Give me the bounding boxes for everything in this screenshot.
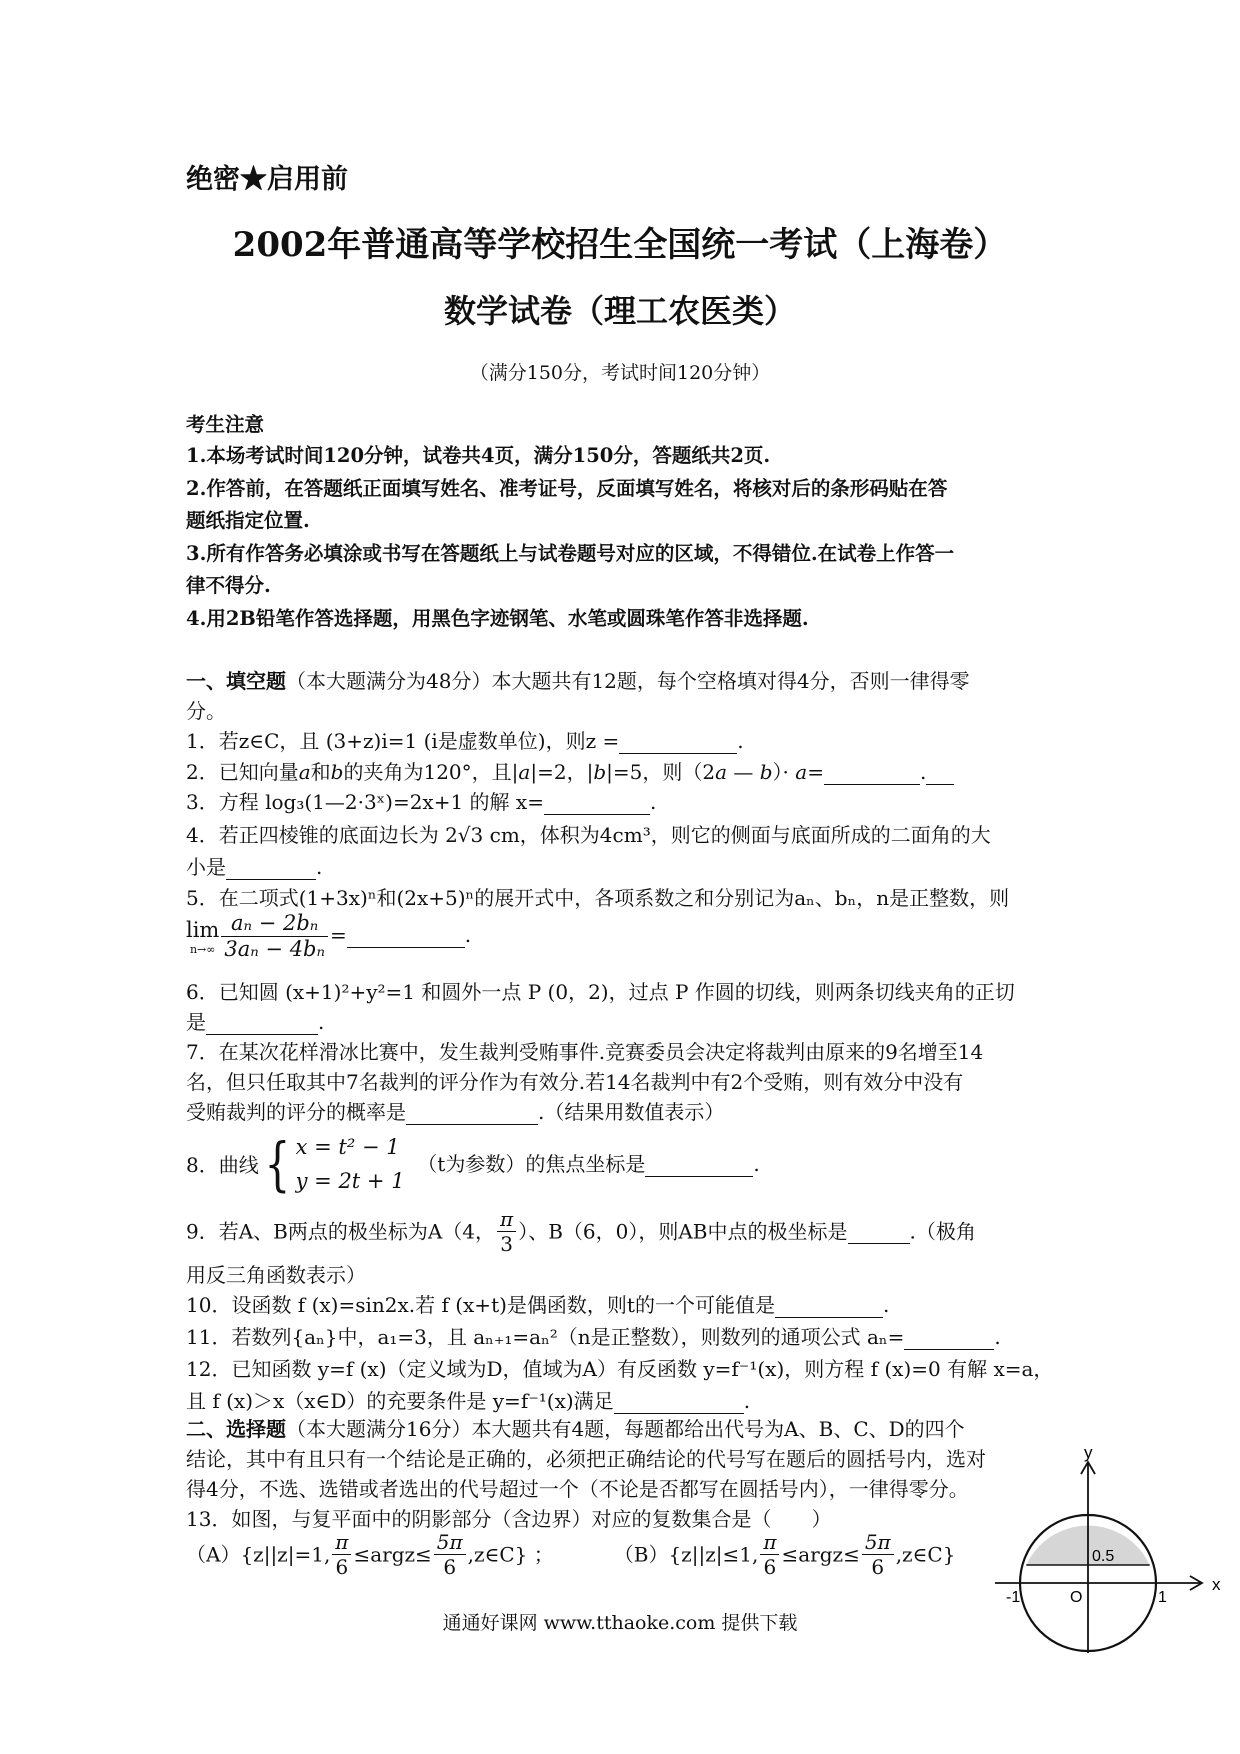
and-word: 和	[310, 760, 331, 784]
period: .	[316, 855, 323, 879]
answer-blank[interactable]	[544, 790, 650, 815]
answer-blank[interactable]	[645, 1152, 753, 1177]
answer-blank[interactable]	[226, 855, 316, 880]
question-6-line1: 6．已知圆 (x+1)²+y²=1 和圆外一点 P (0，2)，过点 P 作圆的切线，则两条切线夹角的正切	[186, 980, 1015, 1004]
fraction-denominator: 3aₙ − 4bₙ	[224, 937, 326, 962]
section1-intro	[186, 669, 970, 693]
footer-text: 通通好课网 www.tthaoke.com 提供下载	[442, 1612, 798, 1634]
question-8-text-b-inner: （t为参数）的焦点坐标是	[417, 1152, 646, 1177]
pos-one-label: 1	[1158, 1589, 1167, 1606]
period: .	[994, 1325, 1001, 1349]
pi-over-6-fraction	[760, 1530, 779, 1579]
notice-heading: 考生注意	[186, 413, 265, 436]
question-12-line1: 12．已知函数 y=f (x)（定义域为D，值域为A）有反函数 y=f⁻¹(x)，则方程 f (x)=0 有解 x=a，	[186, 1357, 1054, 1381]
question-9-line2: 用反三角函数表示）	[186, 1263, 366, 1287]
fraction-denominator: 6	[443, 1555, 457, 1579]
section2-intro	[186, 1417, 965, 1441]
limit-operator	[186, 918, 219, 956]
period: .	[318, 1010, 325, 1034]
answer-blank[interactable]	[904, 1325, 994, 1350]
section1-heading: 一、填空题	[186, 669, 286, 693]
underline-mark	[926, 760, 954, 785]
period: .	[649, 790, 657, 814]
equals: =	[807, 760, 824, 784]
question-11	[186, 1325, 1001, 1350]
section1-intro-text: （本大题满分为48分）本大题共有12题，每个空格填对得4分，否则一律得零	[286, 669, 970, 693]
question-8-text-a: 8．曲线	[186, 1152, 259, 1177]
section2-intro-line3: 得4分，不选、选错或者选出的代号超过一个（不论是否都写在圆括号内），一律得零分。	[186, 1477, 969, 1501]
question-13: 13．如图，与复平面中的阴影部分（含边界）对应的复数集合是（ ）	[186, 1507, 832, 1531]
question-10-text: 10．设函数 f (x)=sin2x.若 f (x+t)是偶函数，则t的一个可能值是	[186, 1293, 775, 1317]
answer-blank[interactable]	[824, 760, 920, 785]
parametric-eq-x: x = t² − 1	[295, 1135, 400, 1160]
question-8-text-b	[417, 1152, 759, 1177]
period: .	[919, 760, 927, 784]
fraction-denominator: 6	[335, 1555, 349, 1579]
vector-b: b	[593, 760, 607, 784]
lim-subscript: n→∞	[189, 942, 216, 956]
lim-label: lim	[186, 917, 220, 942]
question-2-text-c: |=2，|	[530, 760, 594, 784]
neg-one-label: -1	[1006, 1589, 1021, 1606]
fraction-numerator: π	[497, 1207, 516, 1232]
period: .	[737, 729, 744, 753]
answer-blank[interactable]	[406, 1100, 538, 1125]
period: .	[464, 923, 472, 948]
question-8	[186, 1130, 760, 1200]
exam-subtitle: 数学试卷（理工农医类）	[443, 292, 796, 330]
section2-intro-text: （本大题满分16分）本大题共有4题，每题都给出代号为A、B、C、D的四个	[286, 1417, 965, 1441]
question-13-options	[186, 1530, 955, 1579]
question-4-line2	[186, 855, 322, 880]
notice-item: 题纸指定位置.	[186, 509, 310, 532]
option-a-text-c: ,z∈C} ；	[467, 1542, 554, 1567]
fraction-denominator: 6	[871, 1555, 885, 1579]
option-a-text-a: （A）{z||z|=1,	[186, 1542, 331, 1567]
chord-value-label: 0.5	[1092, 1548, 1115, 1565]
notice-item: 律不得分.	[186, 574, 271, 597]
option-a-text-b: ≤argz≤	[353, 1542, 432, 1567]
five-pi-over-6-fraction	[434, 1530, 466, 1579]
section2-heading: 二、选择题	[186, 1417, 286, 1441]
fraction-numerator: 5π	[434, 1530, 466, 1555]
full-mark-note: （满分150分，考试时间120分钟）	[469, 362, 771, 384]
secret-label: 绝密★启用前	[186, 164, 348, 195]
parametric-system	[296, 1131, 405, 1198]
fraction-numerator: π	[760, 1530, 779, 1555]
question-9-text-b: ）、B（6，0），则AB中点的极坐标是	[518, 1219, 848, 1244]
question-12-text-b: 且 f (x)＞x（x∈D）的充要条件是 y=f⁻¹(x)满足	[186, 1389, 614, 1413]
notice-item: 2.作答前，在答题纸正面填写姓名、准考证号，反面填写姓名，将核对后的条形码贴在答	[186, 477, 948, 500]
vector-expression: a — b	[715, 760, 773, 784]
equals: =	[330, 923, 347, 948]
limit-fraction	[221, 911, 328, 962]
notice-item: 1.本场考试时间120分钟，试卷共4页，满分150分，答题纸共2页.	[186, 444, 771, 467]
question-1-text: 1．若z∈C，且 (3+z)i=1 (i是虚数单位)，则z =	[186, 729, 620, 753]
pi-over-3-fraction	[497, 1207, 516, 1256]
fraction-denominator: 6	[763, 1555, 777, 1579]
y-axis-label: y	[1084, 1443, 1093, 1462]
answer-blank[interactable]	[347, 923, 465, 948]
parametric-eq-y: y = 2t + 1	[295, 1168, 405, 1193]
question-9-line1	[186, 1207, 976, 1256]
vector-a: a	[795, 760, 808, 784]
question-2	[186, 760, 954, 785]
question-2-text-b: 的夹角为120°，且|	[343, 760, 519, 784]
question-3-text: 3．方程 log₃(1—2·3ˣ)=2x+1 的解 x=	[186, 790, 544, 814]
vector-a: a	[518, 760, 531, 784]
question-2-text-a: 2．已知向量	[186, 760, 299, 784]
notice-item: 3.所有作答务必填涂或书写在答题纸上与试卷题号对应的区域，不得错位.在试卷上作答一	[186, 542, 955, 565]
question-2-text-d: |=5，则（2	[606, 760, 716, 784]
vector-b: b	[330, 760, 344, 784]
question-4-line1: 4．若正四棱锥的底面边长为 2√3 cm，体积为4cm³，则它的侧面与底面所成的二面角的大	[186, 823, 991, 847]
pi-over-6-fraction	[332, 1530, 351, 1579]
question-7-line2: 名，但只任取其中7名裁判的评分作为有效分.若14名裁判中有2个受贿，则有效分中没有	[186, 1070, 964, 1094]
fraction-denominator: 3	[500, 1232, 513, 1256]
period: .	[882, 1293, 890, 1317]
question-4-text-b: 小是	[186, 855, 226, 879]
question-5-limit	[186, 911, 471, 962]
question-9-text-c: .（极角	[909, 1219, 976, 1244]
answer-blank[interactable]	[619, 729, 737, 754]
question-2-text-e: ）·	[772, 760, 789, 784]
section2-intro-line2: 结论，其中有且只有一个结论是正确的，必须把正确结论的代号写在题后的圆括号内，选对	[186, 1447, 986, 1471]
period: .	[743, 1389, 751, 1413]
notice-item: 4.用2B铅笔作答选择题，用黑色字迹钢笔、水笔或圆珠笔作答非选择题.	[186, 607, 809, 630]
question-12-line2	[186, 1389, 750, 1414]
question-10	[186, 1293, 889, 1318]
question-1	[186, 729, 744, 754]
answer-blank[interactable]	[614, 1389, 744, 1414]
question-9-text-a: 9．若A、B两点的极坐标为A（4，	[186, 1219, 496, 1244]
five-pi-over-6-fraction	[862, 1530, 894, 1579]
origin-label: O	[1070, 1589, 1083, 1606]
option-b-text-b: ≤argz≤	[781, 1542, 860, 1567]
question-7-text-c: 受贿裁判的评分的概率是	[186, 1100, 406, 1124]
question-5-line1: 5．在二项式(1+3x)ⁿ和(2x+5)ⁿ的展开式中，各项系数之和分别记为aₙ、bₙ，n是正整数，则	[186, 886, 1010, 910]
answer-blank[interactable]	[848, 1219, 910, 1244]
fraction-numerator: aₙ − 2bₙ	[221, 911, 328, 937]
question-7-line1: 7．在某次花样滑冰比赛中，发生裁判受贿事件.竞赛委员会决定将裁判由原来的9名增至14	[186, 1040, 984, 1064]
question-6-line2	[186, 1010, 324, 1035]
x-axis-label: x	[1212, 1575, 1221, 1594]
vector-a: a	[298, 760, 311, 784]
period: .	[753, 1152, 760, 1177]
fraction-numerator: π	[332, 1530, 351, 1555]
fraction-numerator: 5π	[862, 1530, 894, 1555]
question-7-text-d: .（结果用数值表示）	[538, 1100, 725, 1124]
question-3	[186, 790, 656, 815]
answer-blank[interactable]	[206, 1010, 318, 1035]
option-b-text-a: （B）{z||z|≤1,	[613, 1542, 759, 1567]
question-11-text: 11．若数列{aₙ}中，a₁=3，且 aₙ₊₁=aₙ²（n是正整数），则数列的通项公式 aₙ=	[186, 1325, 905, 1349]
question-7-line3	[186, 1100, 724, 1125]
answer-blank[interactable]	[775, 1293, 883, 1318]
brace-symbol: {	[264, 1130, 291, 1198]
question-6-text-b: 是	[186, 1010, 206, 1034]
exam-title: 2002年普通高等学校招生全国统一考试（上海卷）	[232, 225, 1008, 265]
option-b-text-c: ,z∈C}	[895, 1542, 956, 1567]
section1-intro-cont: 分。	[186, 699, 226, 723]
